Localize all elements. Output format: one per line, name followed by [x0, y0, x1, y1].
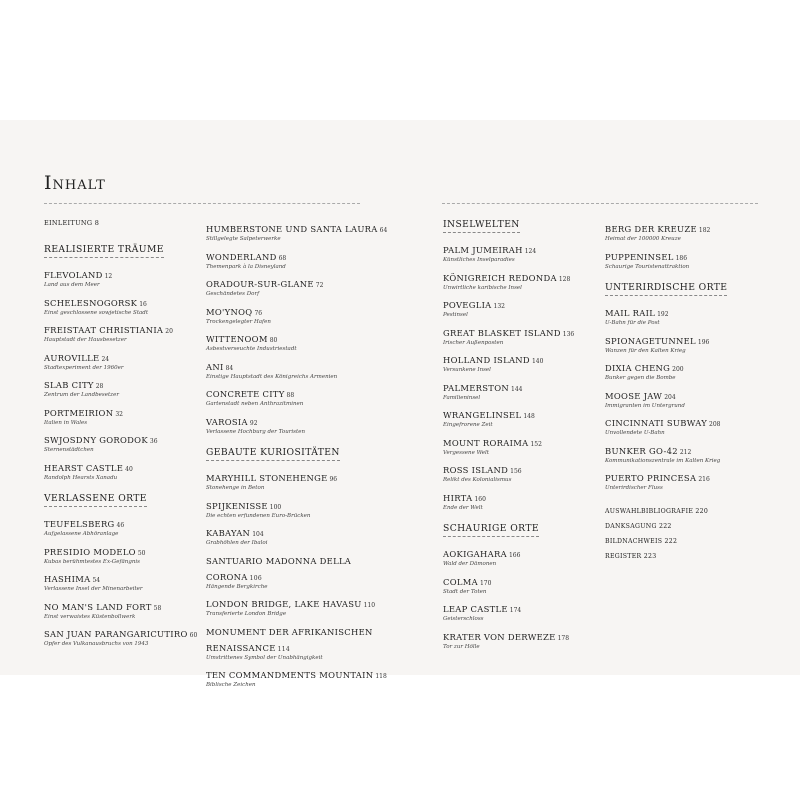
entry-page-number: 68 — [278, 254, 287, 262]
entry-subtitle: Unterirdischer Fluss — [605, 485, 663, 491]
entry-page-number: 196 — [697, 338, 710, 346]
entry-title: FREISTAAT CHRISTIANIA — [44, 325, 164, 335]
entry-title: BERG DER KREUZE — [605, 224, 697, 234]
entry-title: SCHELESNOGORSK — [44, 297, 138, 308]
back-matter-entry: DANKSAGUNG 222 — [605, 522, 672, 530]
entry-title: CINCINNATI SUBWAY — [605, 418, 708, 428]
entry-subtitle: Italien in Wales — [44, 419, 88, 426]
entry-title: NO MAN'S LAND FORT — [44, 601, 152, 612]
entry-title: WRANGELINSEL — [443, 410, 522, 420]
toc-entry — [605, 386, 775, 410]
entry-subtitle: Land aus dem Meer — [44, 282, 100, 288]
entry-subtitle: Eingefrorene Zeit — [443, 422, 493, 428]
entry-subtitle: Vergessene Welt — [443, 449, 490, 456]
toc-entry — [443, 433, 613, 457]
toc-entry — [206, 384, 376, 408]
entry-page-number: 132 — [493, 303, 505, 310]
toc-entry — [443, 378, 613, 402]
back-matter-entry: REGISTER 223 — [605, 552, 657, 560]
toc-entry — [443, 295, 613, 319]
entry-title: WONDERLAND — [206, 251, 277, 262]
entry-subtitle: Wanzen für den Kalten Krieg — [605, 347, 686, 354]
toc-entry — [206, 468, 376, 492]
entry-page-number: 216 — [698, 476, 710, 483]
entry-title: MOOSE JAW — [605, 390, 663, 401]
entry-subtitle: Grabhöhlen der Ibaloi — [206, 540, 268, 546]
section-heading: REALISIERTE TRÄUME — [44, 244, 164, 258]
section-heading: SCHAURIGE ORTE — [443, 523, 539, 537]
entry-subtitle: Geschändetes Dorf — [206, 291, 260, 297]
entry-title: DIXIA CHENG — [605, 363, 671, 373]
toc-entry — [206, 594, 376, 618]
entry-subtitle: Umstrittenes Symbol der Unabhängigkeit — [206, 654, 323, 661]
section-heading: VERLASSENE ORTE — [44, 493, 147, 507]
toc-entry — [443, 405, 613, 429]
entry-subtitle: Unvollendete U-Bahn — [605, 430, 665, 436]
toc-entry — [206, 622, 376, 662]
entry-page-number: 46 — [116, 522, 125, 529]
entry-title: MO'YNOQ — [206, 306, 253, 317]
entry-subtitle: Die echten erfundenen Euro-Brücken — [206, 512, 311, 519]
toc-entry — [44, 624, 214, 648]
toc-entry — [206, 329, 376, 353]
entry-page-number: 118 — [375, 673, 387, 680]
toc-entry — [206, 551, 376, 591]
entry-page-number: 80 — [269, 337, 278, 344]
entry-subtitle: Randolph Hearsts Xanadu — [44, 474, 118, 481]
entry-page-number: 174 — [509, 607, 522, 614]
entry-subtitle: Einstige Hauptstadt des Königreichs Armenien — [206, 373, 338, 380]
entry-subtitle: Zentrum der Landbesetzer — [44, 392, 119, 398]
title-rule-left — [44, 203, 360, 204]
entry-page-number: 32 — [115, 410, 123, 418]
toc-entry — [605, 358, 775, 382]
toc-entry — [206, 302, 376, 326]
entry-title: KRATER VON DERWEZE — [443, 631, 556, 642]
section-heading: UNTERIRDISCHE ORTE — [605, 282, 727, 296]
entry-title: HASHIMA — [44, 574, 91, 584]
entry-title: KÖNIGREICH REDONDA — [443, 272, 557, 283]
entry-page-number: 192 — [657, 311, 669, 318]
entry-page-number: 110 — [363, 602, 376, 609]
entry-title-line — [206, 556, 351, 582]
entry-subtitle: Irischer Außenposten — [443, 339, 504, 346]
toc-entry — [443, 599, 613, 623]
toc-column-4 — [605, 219, 775, 568]
entry-page-number: 72 — [315, 282, 324, 289]
entry-page-number: 200 — [672, 366, 684, 373]
entry-page-number: 24 — [101, 355, 110, 363]
toc-entry — [44, 320, 214, 344]
entry-subtitle: Kubas berühmtestes Ex-Gefängnis — [44, 558, 140, 565]
entry-title: PORTMEIRION — [44, 407, 114, 418]
entry-page-number: 128 — [558, 275, 571, 283]
toc-entry — [605, 413, 775, 437]
entry-subtitle: Sternenstädtchen — [44, 447, 94, 453]
entry-title: LONDON BRIDGE, LAKE HAVASU — [206, 599, 362, 609]
entry-title: SPIONAGETUNNEL — [605, 335, 696, 346]
toc-entry — [605, 331, 775, 355]
entry-subtitle: U-Bahn für die Post — [605, 320, 660, 326]
entry-title: GREAT BLASKET ISLAND — [443, 327, 561, 338]
entry-page-number: 152 — [530, 440, 542, 448]
toc-entry — [44, 403, 214, 427]
page-title: Inhalt — [44, 172, 106, 194]
entry-subtitle: Kommunikationszentrale im Kalten Krieg — [605, 457, 721, 464]
toc-entry — [605, 219, 775, 243]
entry-page-number: 58 — [153, 604, 162, 612]
entry-subtitle: Wald der Dämonen — [443, 561, 497, 567]
entry-page-number: 54 — [92, 577, 101, 584]
toc-entry — [44, 542, 214, 566]
toc-entry — [44, 514, 214, 538]
title-rule-right — [442, 203, 758, 204]
entry-title: HUMBERSTONE UND SANTA LAURA — [206, 224, 378, 234]
entry-subtitle: Relikt des Kolonialismus — [443, 477, 512, 483]
toc-entry — [605, 441, 775, 465]
entry-subtitle: Einst geschlossene sowjetische Stadt — [44, 309, 149, 316]
entry-page-number: 186 — [675, 254, 688, 262]
entry-subtitle: Familieninsel — [443, 394, 481, 401]
toc-entry — [443, 572, 613, 596]
entry-page-number: 100 — [269, 503, 282, 511]
toc-column-2 — [206, 219, 388, 693]
section-heading: INSELWELTEN — [443, 219, 520, 233]
toc-entry — [443, 350, 613, 374]
entry-subtitle: Heimat der 100000 Kreuze — [605, 236, 681, 242]
toc-entry — [605, 303, 775, 327]
entry-page-number: 106 — [249, 574, 262, 582]
toc-entry — [443, 544, 613, 568]
toc-entry — [443, 627, 613, 651]
entry-title: ROSS ISLAND — [443, 465, 509, 475]
entry-title: MARYHILL STONEHENGE — [206, 473, 328, 483]
entry-page-number: 204 — [664, 393, 676, 401]
entry-title-line — [206, 627, 373, 653]
entry-page-number: 88 — [286, 392, 295, 399]
toc-entry — [44, 293, 214, 317]
toc-entry — [44, 430, 214, 454]
entry-subtitle: Opfer des Vulkanausbruchs von 1943 — [44, 641, 149, 647]
toc-entry — [206, 496, 376, 520]
introduction-entry: EINLEITUNG 8 — [44, 219, 100, 227]
entry-title: FLEVOLAND — [44, 270, 103, 280]
spacer — [605, 496, 775, 508]
entry-page-number: 136 — [562, 330, 575, 338]
entry-page-number: 28 — [95, 383, 104, 390]
entry-title: PUPPENINSEL — [605, 251, 674, 262]
entry-subtitle: Bunker gegen die Bombe — [605, 375, 676, 381]
entry-page-number: 16 — [139, 300, 147, 308]
entry-title: COLMA — [443, 576, 478, 587]
entry-page-number: 144 — [511, 385, 523, 393]
entry-title: SPIJKENISSE — [206, 500, 268, 511]
entry-title: TEN COMMANDMENTS MOUNTAIN — [206, 670, 374, 680]
entry-subtitle: Gartenstadt neben Anthrazitminen — [206, 401, 304, 407]
entry-page-number: 166 — [508, 552, 521, 559]
entry-page-number: 104 — [252, 531, 264, 538]
entry-title: SLAB CITY — [44, 380, 94, 390]
toc-entry — [206, 219, 388, 243]
entry-subtitle: Stillgelegte Salpeterwerke — [206, 236, 281, 242]
toc-entry — [44, 597, 214, 621]
entry-title: MAIL RAIL — [605, 308, 656, 318]
entry-subtitle: Ende der Welt — [443, 504, 483, 511]
entry-title: AOKIGAHARA — [443, 549, 507, 559]
entry-subtitle: Immigranten im Untergrund — [605, 402, 685, 409]
toc-entry — [206, 247, 376, 271]
entry-title: PALM JUMEIRAH — [443, 245, 523, 255]
toc-entry — [44, 458, 214, 482]
entry-title: SANTUARIO MADONNA DELLA CORONA — [206, 555, 352, 582]
entry-subtitle: Stadtexperiment der 1960er — [44, 364, 124, 371]
entry-page-number: 20 — [165, 328, 173, 335]
entry-subtitle: Pestinsel — [443, 312, 468, 318]
entry-subtitle: Aufgelassene Abhöranlage — [44, 531, 119, 537]
toc-entry — [605, 468, 775, 492]
back-matter-entry: AUSWAHLBIBLIOGRAFIE 220 — [605, 507, 709, 515]
toc-entry — [206, 274, 376, 298]
entry-page-number: 182 — [698, 227, 711, 234]
entry-title: HIRTA — [443, 492, 473, 503]
entry-page-number: 96 — [329, 476, 338, 483]
toc-entry — [206, 412, 376, 436]
entry-page-number: 60 — [189, 632, 198, 639]
entry-title: AUROVILLE — [44, 352, 100, 363]
entry-title: HOLLAND ISLAND — [443, 355, 530, 365]
toc-entry — [206, 665, 387, 689]
entry-subtitle: Biblische Zeichen — [206, 682, 256, 688]
toc-entry — [443, 240, 613, 264]
entry-subtitle: Schaurige Touristenattraktion — [605, 263, 690, 270]
entry-subtitle: Trockengelegter Hafen — [206, 318, 271, 325]
toc-entry — [44, 348, 214, 372]
entry-title: POVEGLIA — [443, 300, 492, 310]
entry-title: ANI — [206, 361, 224, 372]
entry-title: PALMERSTON — [443, 382, 509, 393]
entry-subtitle: Stadt der Toten — [443, 588, 487, 595]
entry-title: SAN JUAN PARANGARICUTIRO — [44, 629, 188, 639]
entry-page-number: 36 — [149, 438, 158, 445]
toc-column-1 — [44, 219, 214, 652]
entry-page-number: 160 — [474, 495, 486, 503]
entry-subtitle: Unwirtliche karibische Insel — [443, 284, 522, 291]
entry-subtitle: Transferierte London Bridge — [206, 611, 287, 617]
toc-entry — [443, 323, 613, 347]
entry-page-number: 140 — [531, 358, 544, 365]
entry-title: LEAP CASTLE — [443, 604, 508, 614]
toc-entry — [443, 488, 613, 512]
entry-title: TEUFELSBERG — [44, 519, 115, 529]
entry-page-number: 124 — [524, 248, 537, 255]
entry-subtitle: Asbestverseuchte Industriestadt — [206, 346, 297, 352]
entry-page-number: 50 — [137, 549, 146, 557]
toc-entry — [206, 523, 376, 547]
entry-subtitle: Einst verwaistes Küstenbollwerk — [44, 613, 136, 620]
entry-subtitle: Geisterschloss — [443, 616, 484, 622]
entry-subtitle: Tor zur Hölle — [443, 643, 480, 650]
entry-page-number: 148 — [523, 413, 535, 420]
entry-page-number: 92 — [249, 419, 258, 427]
entry-subtitle: Stonehenge in Beton — [206, 485, 265, 491]
section-heading: GEBAUTE KURIOSITÄTEN — [206, 447, 340, 461]
entry-title: HEARST CASTLE — [44, 462, 124, 473]
entry-page-number: 156 — [510, 468, 522, 475]
toc-entry — [605, 247, 775, 271]
entry-subtitle: Verlassene Hochburg der Touristen — [206, 428, 305, 435]
entry-subtitle: Verlassene Insel der Minenarbeiter — [44, 586, 143, 592]
toc-entry — [443, 460, 613, 484]
entry-subtitle: Hängende Bergkirche — [206, 583, 268, 590]
entry-page-number: 212 — [679, 448, 692, 456]
entry-title: KABAYAN — [206, 528, 251, 538]
entry-title: WITTENOOM — [206, 334, 268, 344]
entry-title: MOUNT RORAIMA — [443, 437, 529, 448]
toc-entry — [443, 268, 613, 292]
entry-title: ORADOUR-SUR-GLANE — [206, 279, 314, 289]
back-matter-entry: BILDNACHWEIS 222 — [605, 537, 678, 545]
toc-entry — [44, 375, 214, 399]
entry-page-number: 64 — [379, 227, 388, 234]
entry-page-number: 84 — [225, 364, 234, 372]
entry-title: SWJOSDNY GORODOK — [44, 435, 148, 445]
entry-title: MONUMENT DER AFRIKANISCHEN RENAISSANCE — [206, 626, 373, 653]
entry-subtitle: Hauptstadt der Hausbesetzer — [44, 337, 127, 343]
entry-subtitle: Künstliches Inselparadies — [443, 257, 515, 263]
toc-entry — [44, 569, 214, 593]
entry-subtitle: Versunkene Insel — [443, 367, 491, 373]
entry-page-number: 76 — [254, 309, 263, 317]
entry-page-number: 114 — [277, 645, 290, 653]
entry-page-number: 170 — [479, 579, 492, 587]
toc-entry — [44, 265, 214, 289]
toc-entry — [206, 357, 376, 381]
entry-title: BUNKER GO-42 — [605, 445, 678, 456]
entry-page-number: 178 — [557, 634, 570, 642]
entry-title: PUERTO PRINCESA — [605, 473, 697, 483]
entry-title: CONCRETE CITY — [206, 389, 285, 399]
entry-page-number: 40 — [125, 465, 133, 473]
toc-column-3 — [443, 211, 613, 654]
entry-subtitle: Themenpark à la Disneyland — [206, 263, 286, 270]
entry-page-number: 208 — [709, 421, 721, 428]
entry-title: PRESIDIO MODELO — [44, 546, 136, 557]
entry-page-number: 12 — [104, 273, 113, 280]
entry-title: VAROSIA — [206, 416, 248, 427]
